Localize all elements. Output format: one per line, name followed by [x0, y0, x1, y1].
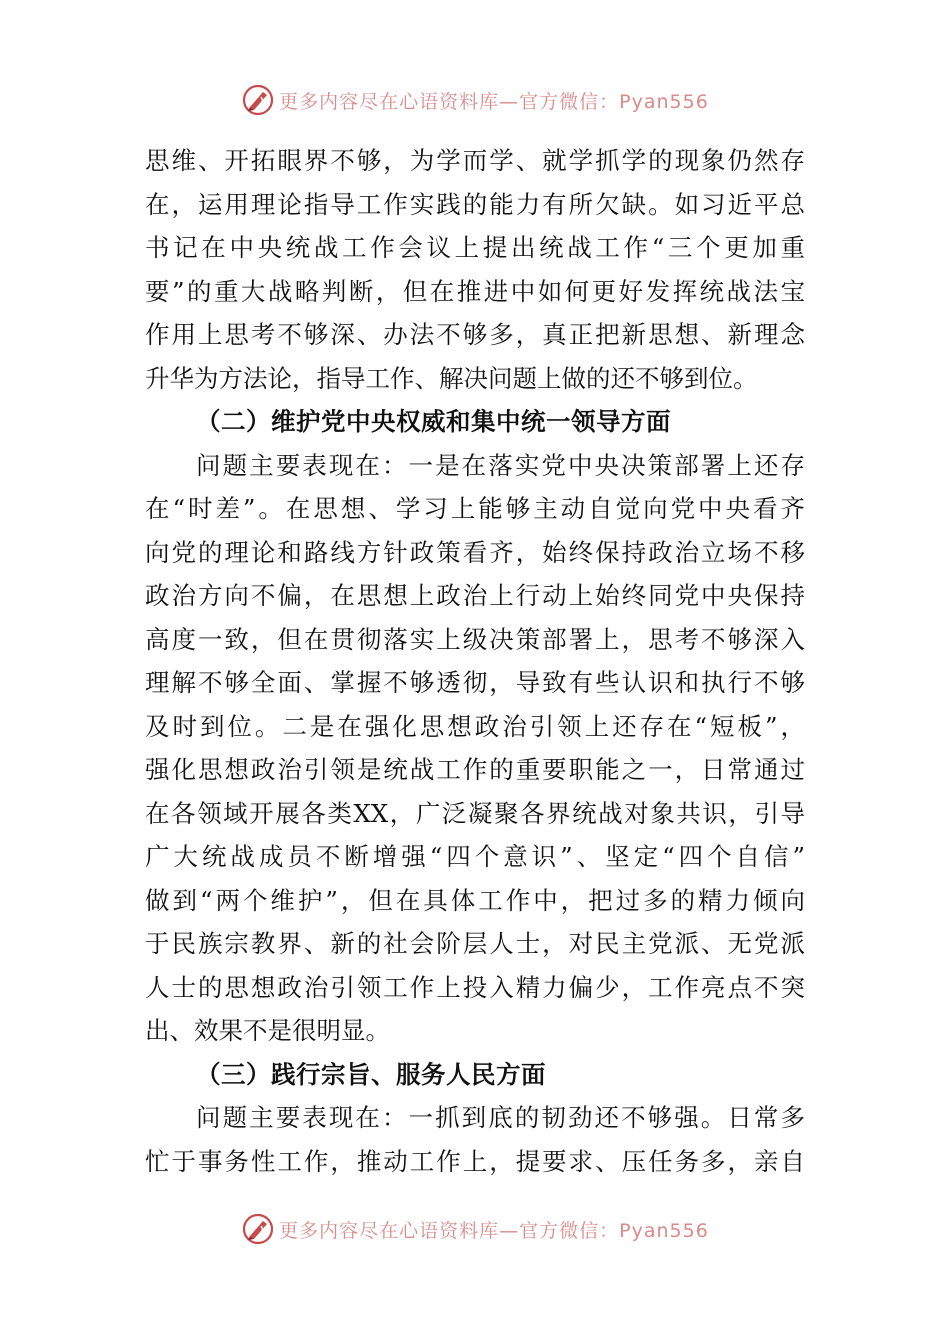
- watermark-footer: [0, 1209, 950, 1249]
- text-line: 高度一致，但在贯彻落实上级决策部署上，思考不够深入: [145, 624, 805, 654]
- text-line: 于民族宗教界、新的社会阶层人士，对民主党派、无党派: [145, 929, 805, 958]
- text-line: 在，运用理论指导工作实践的能力有所欠缺。如习近平总: [145, 189, 805, 219]
- watermark-header: [0, 80, 950, 120]
- text-line: 书记在中央统战工作会议上提出统战工作“三个更加重: [145, 233, 805, 262]
- watermark-text: 更多内容尽在心语资料库—官方微信：Pyan556: [279, 1219, 709, 1242]
- text-line: 在各领域开展各类XX，广泛凝聚各界统战对象共识，引导: [145, 798, 805, 828]
- text-line: 政治方向不偏，在思想上政治上行动上始终同党中央保持: [145, 581, 805, 610]
- text-line: 在“时差”。在思想、学习上能够主动自觉向党中央看齐: [145, 494, 805, 523]
- text-line: 理解不够全面、掌握不够透彻，导致有些认识和执行不够: [145, 668, 805, 697]
- text-line: 要”的重大战略判断，但在推进中如何更好发挥统战法宝: [145, 276, 805, 306]
- text-line: 人士的思想政治引领工作上投入精力偏少，工作亮点不突: [145, 972, 805, 1002]
- text-line: 做到“两个维护”，但在具体工作中，把过多的精力倾向: [145, 885, 805, 915]
- watermark-text: 更多内容尽在心语资料库—官方微信：Pyan556: [279, 90, 709, 113]
- text-line: 忙于事务性工作，推动工作上，提要求、压任务多，亲自: [145, 1146, 805, 1176]
- text-line: 强化思想政治引领是统战工作的重要职能之一，日常通过: [145, 755, 805, 784]
- text-line: 问题主要表现在：一抓到底的韧劲还不够强。日常多: [196, 1103, 805, 1132]
- section-heading: （三）践行宗旨、服务人民方面: [196, 1059, 546, 1089]
- text-line: 升华为方法论，指导工作、解决问题上做的还不够到位。: [145, 363, 758, 393]
- pen-nib-logo-icon: [241, 83, 275, 117]
- text-line: 及时到位。二是在强化思想政治引领上还存在“短板”，: [145, 711, 805, 741]
- text-line: 向党的理论和路线方针政策看齐，始终保持政治立场不移: [145, 537, 805, 567]
- text-line: 广大统战成员不断增强“四个意识”、坚定“四个自信”: [145, 842, 805, 871]
- pen-nib-logo-icon: [241, 1212, 275, 1246]
- text-line: 出、效果不是很明显。: [145, 1016, 390, 1045]
- text-line: 思维、开拓眼界不够，为学而学、就学抓学的现象仍然存: [145, 146, 805, 175]
- text-line: 作用上思考不够深、办法不够多，真正把新思想、新理念: [145, 320, 805, 349]
- document-body: [145, 139, 805, 1183]
- text-line: 问题主要表现在：一是在落实党中央决策部署上还存: [196, 450, 805, 480]
- section-heading: （二）维护党中央权威和集中统一领导方面: [196, 407, 671, 436]
